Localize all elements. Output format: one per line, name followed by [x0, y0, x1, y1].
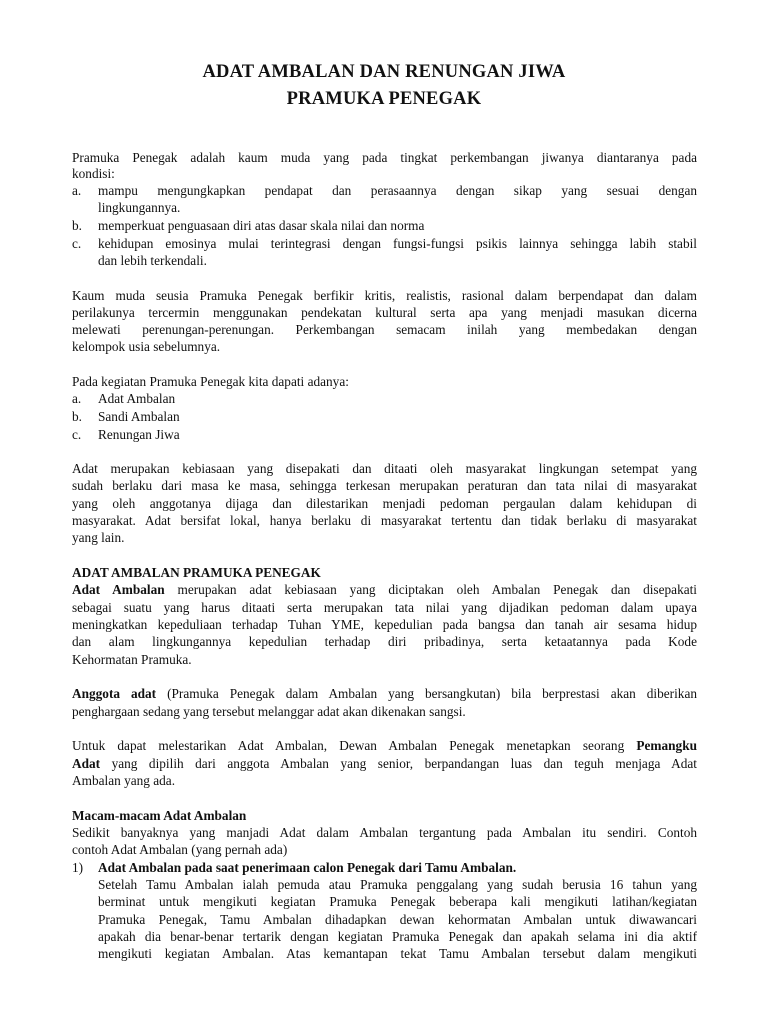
bold-term: Adat Ambalan [72, 582, 165, 597]
paragraph-line [72, 756, 697, 772]
list-item-text: Adat Ambalan [98, 391, 176, 406]
paragraph-line: Pada kegiatan Pramuka Penegak kita dapati adanya: [72, 374, 349, 389]
paragraph-line [72, 686, 697, 702]
list-marker: b. [72, 409, 82, 424]
paragraph-line: penghargaan sedang yang tersebut melanggar adat akan dikenakan sangsi. [72, 704, 466, 719]
section-heading: ADAT AMBALAN PRAMUKA PENEGAK [72, 565, 321, 580]
list-marker: c. [72, 427, 82, 442]
list-item-heading: Adat Ambalan pada saat penerimaan calon Penegak dari Tamu Ambalan. [98, 860, 517, 875]
list-marker: b. [72, 218, 82, 233]
paragraph-line: Sedikit banyaknya yang manjadi Adat dalam Ambalan tergantung pada Ambalan itu sendiri. Contoh [72, 825, 697, 840]
paragraph-line: dan alam lingkungannya kepedulian terhadap diri pribadinya, serta ketaatannya pada Kode [72, 634, 697, 649]
list-item-text: berminat untuk mengikuti kegiatan Pramuka Penegak beberapa kali mengikuti latihan/kegiatan [98, 894, 697, 909]
list-item-text: Sandi Ambalan [98, 409, 180, 424]
paragraph-line [72, 582, 697, 598]
paragraph-line: perilakunya tercermin menggunakan pendekatan kultural serta apa yang menjadi masukan dicerna [72, 305, 697, 320]
list-item-text: mampu mengungkapkan pendapat dan perasaannya dengan sikap yang sesuai dengan [98, 183, 697, 198]
paragraph-line: sudah berlaku dari masa ke masa, sehingga terkesan merupakan peraturan dan tata nilai di masyarakat [72, 478, 697, 493]
paragraph-text: Untuk dapat melestarikan Adat Ambalan, Dewan Ambalan Penegak menetapkan seorang [72, 738, 637, 753]
list-item-text: lingkungannya. [98, 200, 181, 215]
paragraph-line: sebagai suatu yang harus ditaati serta merupakan tata nilai yang dijadikan pedoman dalam upaya [72, 600, 697, 615]
list-item-text: mengikuti kegiatan Ambalan. Atas kemantapan tekat Tamu Ambalan tersebut dalam mengikuti [98, 946, 697, 961]
paragraph-line: kelompok usia sebelumnya. [72, 339, 221, 354]
paragraph-text: (Pramuka Penegak dalam Ambalan yang bersangkutan) bila berprestasi akan diberikan [156, 686, 697, 701]
list-marker: 1) [72, 860, 84, 875]
bold-term: Adat [72, 756, 101, 771]
document-title-line-2: PRAMUKA PENEGAK [286, 89, 482, 109]
list-item-text: Renungan Jiwa [98, 427, 180, 442]
list-item-text: dan lebih terkendali. [98, 253, 207, 268]
list-marker: a. [72, 391, 82, 406]
paragraph-line: contoh Adat Ambalan (yang pernah ada) [72, 842, 288, 857]
paragraph-line: Kehormatan Pramuka. [72, 652, 192, 667]
list-marker: c. [72, 236, 82, 251]
paragraph-line [72, 738, 697, 754]
list-item-text: memperkuat penguasaan diri atas dasar skala nilai dan norma [98, 218, 425, 233]
intro-line: Pramuka Penegak adalah kaum muda yang pada tingkat perkembangan jiwanya diantaranya pada [72, 150, 697, 165]
list-item-text: Pramuka Penegak, Tamu Ambalan dihadapkan dewan kehormatan Ambalan untuk diwawancari [98, 912, 697, 927]
paragraph-line: yang lain. [72, 530, 125, 545]
paragraph-line: meningkatkan kepeduliaan terhadap Tuhan YME, kepedulian pada bangsa dan tanah air sesama hidup [72, 617, 697, 632]
paragraph-line: yang oleh anggotanya dijaga dan dilestarikan menjadi pedoman pergaulan dalam kehidupan di [72, 496, 697, 511]
paragraph-line: masyarakat. Adat bersifat lokal, hanya berlaku di masyarakat tertentu dan tidak berlaku di masyarakat [72, 513, 697, 528]
list-item-text: Setelah Tamu Ambalan ialah pemuda atau Pramuka penggalang yang sudah berusia 16 tahun yang [98, 877, 697, 892]
paragraph-line: Ambalan yang ada. [72, 773, 176, 788]
paragraph-text: merupakan adat kebiasaan yang diciptakan oleh Ambalan Penegak dan disepakati [164, 582, 697, 597]
intro-line: kondisi: [72, 166, 115, 181]
paragraph-line: Kaum muda seusia Pramuka Penegak berfikir kritis, realistis, rasional dalam berpendapat dan dalam [72, 288, 697, 303]
bold-term: Pemangku [636, 738, 697, 753]
list-item-text: kehidupan emosinya mulai terintegrasi dengan fungsi-fungsi psikis lainnya sehingga labih stabil [98, 236, 697, 251]
paragraph-line: Adat merupakan kebiasaan yang disepakati dan ditaati oleh masyarakat lingkungan setempat yang [72, 461, 697, 476]
list-marker: a. [72, 183, 82, 198]
bold-term: Anggota adat [72, 686, 157, 701]
paragraph-text: yang dipilih dari anggota Ambalan yang senior, berpandangan luas dan teguh menjaga Adat [100, 756, 697, 771]
section-heading: Macam-macam Adat Ambalan [72, 808, 247, 823]
paragraph-line: melewati perenungan-perenungan. Perkembangan semacam inilah yang membedakan dengan [72, 322, 697, 337]
document-title-line-1: ADAT AMBALAN DAN RENUNGAN JIWA [202, 62, 566, 82]
list-item-text: apakah dia benar-benar tertarik dengan kegiatan Pramuka Penegak dan apakah selama ini dia aktif [98, 929, 697, 944]
